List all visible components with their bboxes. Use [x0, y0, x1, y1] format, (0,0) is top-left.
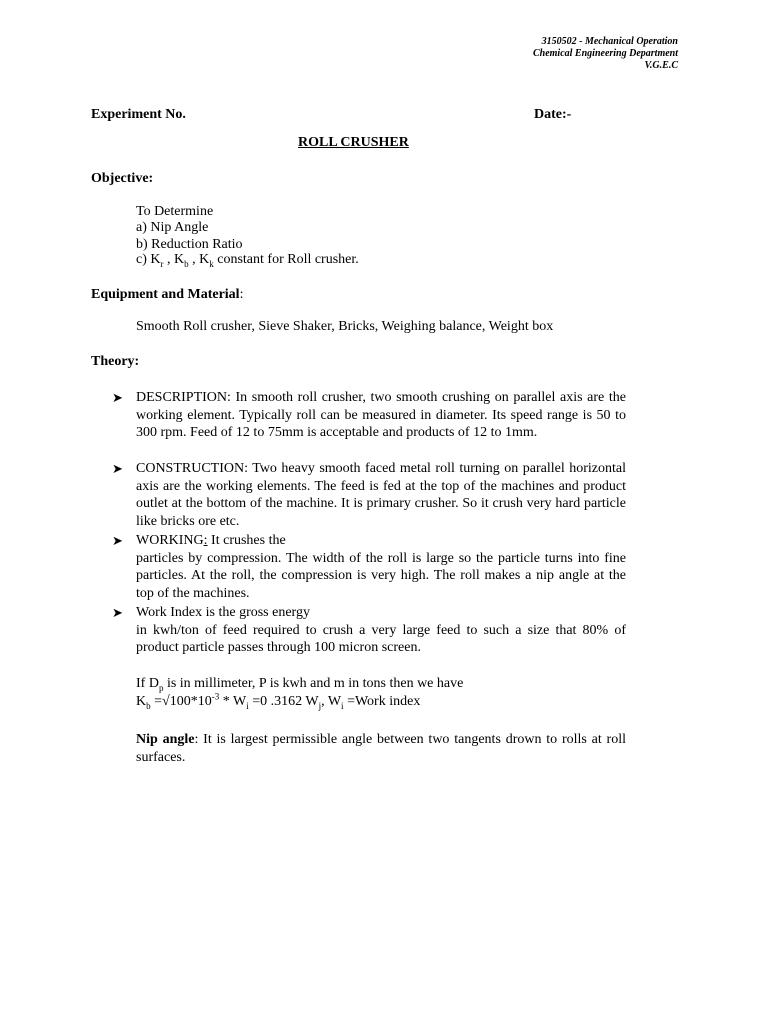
work-index-rest: in kwh/ton of feed required to crush a very large feed to such a size that 80% of product particle passes through 100 micron screen.	[136, 622, 626, 655]
equipment-heading	[91, 286, 243, 303]
constant-kr-subscript: r	[160, 258, 164, 269]
objective-item-nip-angle: a) Nip Angle	[136, 220, 209, 235]
constant-kk-subscript: k	[209, 258, 214, 269]
formula-wj-subscript: j	[318, 700, 322, 711]
formula-condition-prefix: If D	[136, 676, 159, 691]
objective-heading: Objective:	[91, 171, 154, 186]
objective-intro: To Determine	[136, 204, 214, 219]
formula-k: K	[136, 694, 147, 709]
bullet-arrow-icon: ➤	[112, 461, 123, 476]
constant-k-suffix: constant for Roll crusher.	[213, 252, 359, 267]
formula-root-term: =√100*10	[150, 694, 212, 709]
work-index-first-line: Work Index is the gross energy	[136, 605, 310, 620]
page-title: ROLL CRUSHER	[298, 135, 409, 150]
equipment-heading-colon: :	[239, 287, 244, 302]
formula-w-separator: , W	[321, 694, 342, 709]
working-colon: :	[203, 533, 208, 548]
objective-item-constants	[136, 251, 359, 269]
constant-k-separator-2: , K	[188, 252, 210, 267]
equipment-heading-label: Equipment and Material	[91, 287, 240, 302]
theory-bullet-description	[112, 389, 626, 442]
theory-heading: Theory:	[91, 354, 140, 369]
constant-k-separator-1: , K	[163, 252, 185, 267]
description-text: DESCRIPTION: In smooth roll crusher, two smooth crushing on parallel axis are the working element. Typically roll can be measured in diameter. Its speed range is 50 to 300 rpm. Feed of 12 to 75mm is acceptable and products of 12 to 1mm.	[136, 390, 626, 440]
bullet-arrow-icon: ➤	[112, 605, 123, 620]
nip-angle-definition	[136, 731, 626, 766]
header-college: V.G.E.C	[644, 60, 678, 71]
formula-kb	[136, 693, 420, 711]
working-text	[136, 532, 626, 602]
bullet-arrow-icon: ➤	[112, 390, 123, 405]
working-label: WORKING	[136, 533, 204, 548]
formula-dp-subscript: p	[158, 682, 164, 693]
formula-condition-suffix: is in millimeter, P is kwh and m in tons then we have	[163, 676, 464, 691]
theory-bullet-construction	[112, 460, 626, 530]
construction-text: CONSTRUCTION: Two heavy smooth faced metal roll turning on parallel horizontal axis are the working elements. The feed is fed at the top of the machines and product outlet at the bottom of the machine. It is primary crusher. So it crush very hard particle like bricks ore etc.	[136, 461, 626, 529]
theory-bullet-working	[112, 532, 626, 602]
header-department: Chemical Engineering Department	[532, 48, 678, 59]
header-course: 3150502 - Mechanical Operation	[541, 36, 678, 47]
theory-bullet-work-index	[112, 604, 626, 657]
formula-condition	[136, 675, 463, 693]
objective-item-reduction-ratio: b) Reduction Ratio	[136, 237, 243, 252]
formula-wi-subscript-2: i	[341, 700, 344, 711]
formula-w-term: * W	[219, 694, 247, 709]
constant-kb-subscript: b	[184, 258, 189, 269]
working-first-line	[136, 532, 626, 550]
formula-exponent: -3	[211, 691, 220, 702]
formula-wi-subscript: i	[246, 700, 249, 711]
nip-angle-text: : It is largest permissible angle between two tangents drown to rolls at roll surfaces.	[136, 732, 626, 765]
equipment-list: Smooth Roll crusher, Sieve Shaker, Bricks, Weighing balance, Weight box	[136, 319, 554, 334]
working-first-words: It crushes the	[207, 533, 286, 548]
bullet-arrow-icon: ➤	[112, 533, 123, 548]
experiment-number-label: Experiment No.	[91, 107, 186, 122]
working-rest: particles by compression. The width of the roll is large so the particle turns into fine particles. At the roll, the compression is very high. The roll makes a nip angle at the top of the machines.	[136, 550, 626, 601]
work-index-text	[136, 604, 626, 657]
formula-kb-subscript: b	[146, 700, 151, 711]
nip-angle-label: Nip angle	[136, 732, 195, 747]
constant-k-prefix: c) K	[136, 252, 161, 267]
date-label: Date:-	[534, 107, 572, 122]
formula-work-index-label: =Work index	[343, 694, 421, 709]
document-header	[533, 36, 678, 72]
formula-result: =0 .3162 W	[248, 694, 319, 709]
